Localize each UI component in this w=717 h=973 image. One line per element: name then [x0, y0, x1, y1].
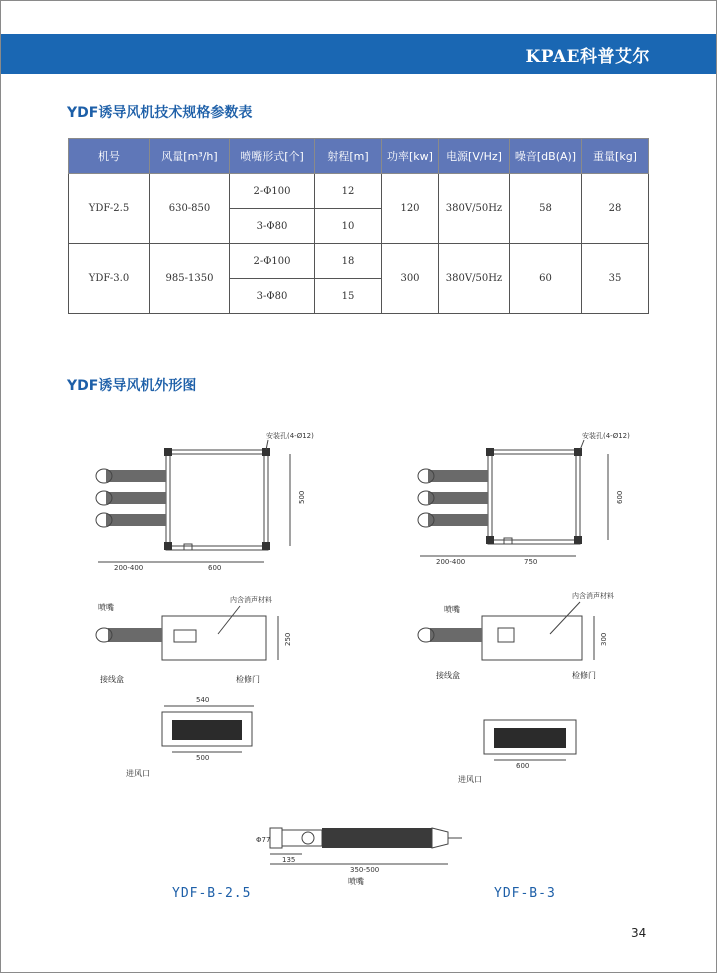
dim-nozzle-length: 200-400 — [114, 564, 144, 572]
dim-height: 600 — [616, 490, 624, 504]
nozzle-tubes — [418, 469, 488, 527]
nozzle-side — [430, 628, 482, 642]
cell-range: 12 — [315, 174, 382, 209]
unit-body-side — [482, 616, 582, 660]
unit-body-front — [170, 454, 264, 546]
dim-b: 350-500 — [350, 866, 380, 874]
nozzle-tube — [322, 828, 432, 848]
dim-inlet-bottom: 500 — [196, 754, 210, 762]
dim-side-height: 250 — [284, 632, 292, 646]
label-inspection: 检修门 — [236, 675, 260, 684]
col-header-power: 功率[kw] — [382, 139, 439, 174]
dim-width: 750 — [524, 558, 538, 566]
caption-left: YDF-B-2.5 — [172, 886, 252, 901]
label-acoustic: 内含消声材料 — [572, 592, 614, 600]
junction-box-side — [498, 628, 514, 642]
cell-nozzle-form: 3-Φ80 — [230, 279, 315, 314]
inlet-grille — [494, 728, 566, 748]
mount-hole-label: 安装孔(4-Ø12) — [582, 432, 630, 440]
dim-inlet-bottom: 600 — [516, 762, 530, 770]
cell-noise: 60 — [510, 244, 582, 314]
unit-body-side — [162, 616, 266, 660]
label-inlet: 进风口 — [458, 775, 482, 784]
cell-power-supply: 380V/50Hz — [439, 244, 510, 314]
label-nozzle: 喷嘴 — [444, 605, 460, 614]
col-header-weight: 重量[kg] — [582, 139, 649, 174]
cell-power: 120 — [382, 174, 439, 244]
cell-weight: 28 — [582, 174, 649, 244]
cell-nozzle-form: 3-Φ80 — [230, 209, 315, 244]
cell-airflow: 630-850 — [150, 174, 230, 244]
nozzle-side — [108, 628, 162, 642]
drawing-section-title: YDF诱导风机外形图 — [67, 378, 197, 394]
nozzle-tip — [432, 828, 448, 848]
col-header-model: 机号 — [69, 139, 150, 174]
page-number: 34 — [631, 926, 647, 940]
table-row — [69, 174, 649, 209]
label-nozzle: 喷嘴 — [98, 603, 114, 612]
mount-corner — [164, 448, 172, 456]
dim-nozzle-length: 200-400 — [436, 558, 466, 566]
label-inspection: 检修门 — [572, 671, 596, 680]
inlet-grille — [172, 720, 242, 740]
brand-logo-text: KPAE科普艾尔 — [525, 47, 650, 67]
dim-width: 600 — [208, 564, 222, 572]
col-header-noise: 噪音[dB(A)] — [510, 139, 582, 174]
cell-airflow: 985-1350 — [150, 244, 230, 314]
header-band — [1, 34, 716, 74]
dim-a: 135 — [282, 856, 296, 864]
table-row — [69, 244, 649, 279]
dim-height: 500 — [298, 490, 306, 504]
mount-hole-label: 安装孔(4-Ø12) — [266, 432, 314, 440]
unit-frame-front — [488, 450, 580, 544]
col-header-nozzle-form: 喷嘴形式[个] — [230, 139, 315, 174]
cell-range: 15 — [315, 279, 382, 314]
col-header-range: 射程[m] — [315, 139, 382, 174]
cell-model: YDF-3.0 — [69, 244, 150, 314]
cell-range: 10 — [315, 209, 382, 244]
junction-box — [504, 538, 512, 544]
label-nozzle-detail: 喷嘴 — [348, 877, 364, 886]
junction-box — [184, 544, 192, 550]
col-header-airflow: 风量[m³/h] — [150, 139, 230, 174]
cell-power-supply: 380V/50Hz — [439, 174, 510, 244]
dim-diameter: Φ77 — [256, 836, 271, 844]
spec-table — [68, 138, 649, 314]
caption-right: YDF-B-3 — [494, 886, 556, 901]
col-header-power-supply: 电源[V/Hz] — [439, 139, 510, 174]
cell-weight: 35 — [582, 244, 649, 314]
dim-inlet-top: 540 — [196, 696, 210, 704]
unit-frame-front — [166, 450, 268, 550]
label-acoustic: 内含消声材料 — [230, 596, 272, 604]
nozzle-tubes — [96, 469, 166, 527]
cell-power: 300 — [382, 244, 439, 314]
cell-model: YDF-2.5 — [69, 174, 150, 244]
nozzle-detail-drawing — [252, 820, 472, 886]
drawing-right — [400, 420, 660, 790]
label-inlet: 进风口 — [126, 769, 150, 778]
drawing-left — [78, 420, 348, 790]
cell-noise: 58 — [510, 174, 582, 244]
cell-nozzle-form: 2-Φ100 — [230, 244, 315, 279]
junction-box-side — [174, 630, 196, 642]
label-junction: 接线盒 — [436, 671, 460, 680]
unit-body-front — [492, 454, 576, 540]
label-junction: 接线盒 — [100, 675, 124, 684]
table-header-row — [69, 139, 649, 174]
cell-range: 18 — [315, 244, 382, 279]
nozzle-flange — [270, 828, 282, 848]
dim-side-height: 300 — [600, 632, 608, 646]
mount-corner — [262, 542, 270, 550]
spec-table-title: YDF诱导风机技术规格参数表 — [67, 105, 253, 121]
mount-corner — [164, 542, 172, 550]
cell-nozzle-form: 2-Φ100 — [230, 174, 315, 209]
